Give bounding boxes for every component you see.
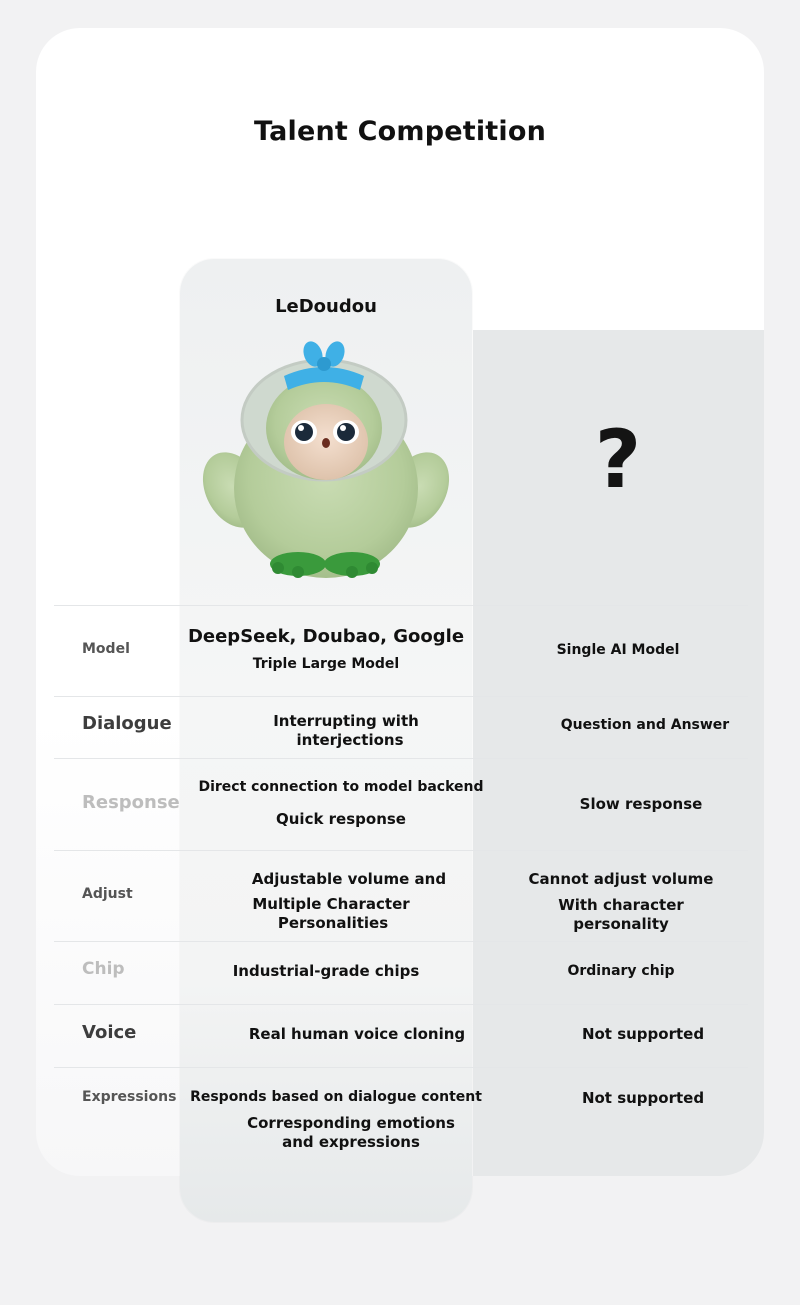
ledoudou-model-line1: DeepSeek, Doubao, Google: [187, 626, 465, 647]
ledoudou-voice: Real human voice cloning: [248, 1025, 466, 1043]
row-label-expressions: Expressions: [82, 1089, 177, 1105]
competitor-chip: Ordinary chip: [567, 963, 675, 979]
ledoudou-column-title: LeDoudou: [275, 296, 377, 317]
ledoudou-adjust-line1: Adjustable volume and: [251, 870, 447, 888]
ledoudou-expressions-line2: Corresponding emotions: [247, 1114, 455, 1132]
row-divider: [54, 850, 748, 851]
row-divider: [54, 1004, 748, 1005]
competitor-response: Slow response: [579, 795, 703, 813]
ledoudou-chip: Industrial-grade chips: [232, 962, 420, 980]
row-divider: [54, 696, 748, 697]
row-divider: [54, 758, 748, 759]
ledoudou-mascot-image: [200, 340, 452, 584]
ledoudou-model-line2: Triple Large Model: [252, 656, 400, 672]
row-label-response: Response: [82, 792, 180, 813]
competitor-unknown-mark: ?: [594, 413, 642, 506]
ledoudou-response-line2: Quick response: [276, 810, 406, 828]
row-label-adjust: Adjust: [82, 886, 133, 902]
competitor-expressions: Not supported: [581, 1089, 705, 1107]
competitor-model: Single AI Model: [556, 642, 680, 658]
row-label-voice: Voice: [82, 1022, 137, 1043]
ledoudou-response-line1: Direct connection to model backend: [198, 779, 484, 795]
competitor-dialogue: Question and Answer: [560, 717, 730, 733]
competitor-adjust-line3: personality: [573, 915, 669, 933]
row-label-model: Model: [82, 641, 130, 657]
competitor-voice: Not supported: [581, 1025, 705, 1043]
ledoudou-expressions-line3: and expressions: [282, 1133, 420, 1151]
ledoudou-dialogue-line2: interjections: [296, 731, 404, 749]
ledoudou-adjust-line2: Multiple Character: [252, 895, 410, 913]
row-label-dialogue: Dialogue: [82, 713, 172, 734]
ledoudou-adjust-line3: Personalities: [277, 914, 389, 932]
competitor-adjust-line2: With character: [558, 896, 684, 914]
row-divider: [54, 605, 748, 606]
ledoudou-expressions-line1: Responds based on dialogue content: [190, 1089, 482, 1105]
competitor-adjust-line1: Cannot adjust volume: [528, 870, 714, 888]
ledoudou-dialogue-line1: Interrupting with: [273, 712, 419, 730]
row-divider: [54, 1067, 748, 1068]
row-divider: [54, 941, 748, 942]
page-title: Talent Competition: [253, 116, 547, 147]
row-label-chip: Chip: [82, 959, 125, 979]
